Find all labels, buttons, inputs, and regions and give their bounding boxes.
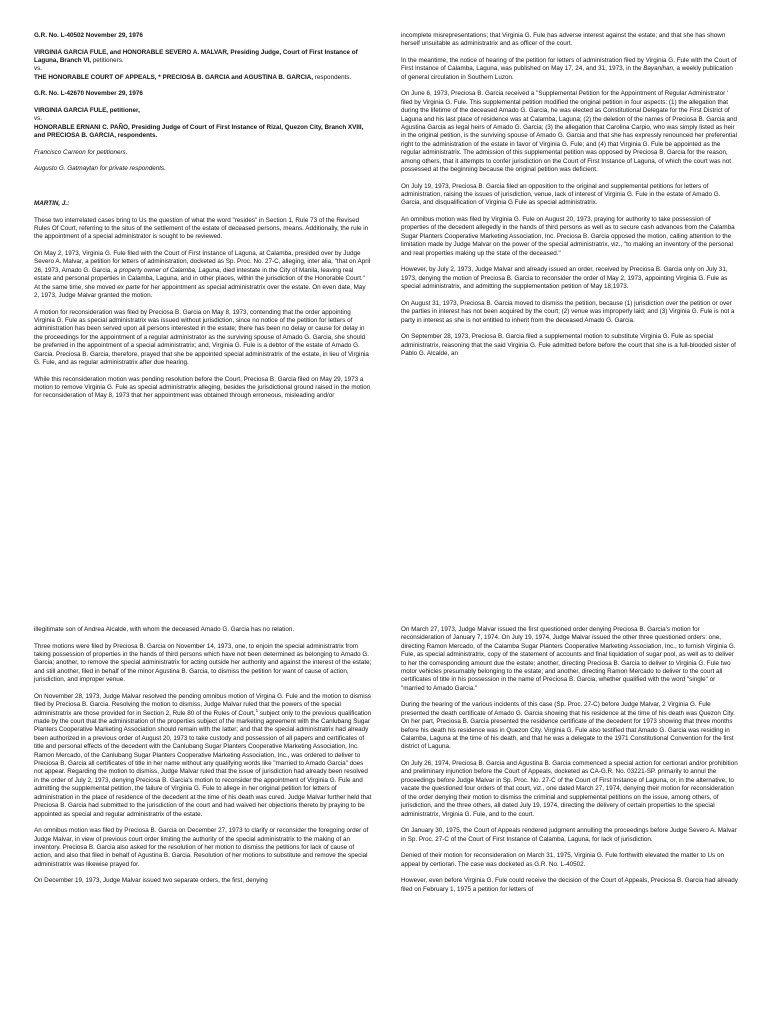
- paragraph: illegitimate son of Andrea Alcalde, with whom the deceased Amado G. Garcia has no relation.: [34, 626, 295, 633]
- paragraph: During the hearing of the various incidents of this case (Sp. Proc. 27-C) before Judge Malvar, 2 Virginia G. Fule presented the death certificate of Amado G. Garcia showing that his residence at the time of his death was Quezon City. On her part, Preciosa B. Garcia presented the residence certificate of the decedent for 1973 showing that three months before his death his residence was in Quezon City. Virginia G. Fule also testified that Amado G. Garcia was residing in Calamba, Laguna at the time of his death, and that he was a delegate to the 1971 Constitutional Convention for the first district of Laguna.: [401, 701, 735, 751]
- page-2-left-column: [34, 626, 372, 894]
- paragraph: On July 26, 1974, Preciosa B. Garcia and Agustina B. Garcia commenced a special action for certiorari and/or prohibition and preliminary injunction before the Court of Appeals, docketed as CA-G.R. No. 03221-SP. primarily to annul the proceedings before Judge Malvar in Sp. Proc. No. 27-C of the Court of First Instance of Laguna, or, in the alternative, to vacate the questioned four orders of that court, viz., one dated March 27, 1974, denying their motion for reconsideration of the order denying their motion to dismiss the criminal and supplemental petitions on the issue, among others, of jurisdiction, and the three others, all dated July 19, 1974, directing the delivery of certain properties to the special administratrix, Virginia G. Fule, and to the court.: [401, 760, 738, 818]
- ponente: MARTIN, J.:: [34, 200, 70, 207]
- paragraph: However, by July 2, 1973, Judge Malvar and already issued an order, received by Preciosa B. Garcia only on July 31, 1973, denying the motion of Preciosa B. Garcia to reconsider the order of May 2, 1973, appointing Virginia G. Fule as special administratrix, and admitting the supplementation petition of May 18,1973.: [401, 266, 728, 291]
- paragraph: A motion for reconsideration was filed by Preciosa B. Garcia on May 8, 1973, contending that the order appointing Virginia G. Fule as special administratrix was issued without jurisdiction, since no notice of the petition for letters of administration has been served upon all persons interested in the estate; there has been no delay or cause for delay in the proceedings for the appointment of a regular administrator as the surviving spouse of Amado G. Garcia, she should be preferred in the appointment of a special administratrix; and, Virginia G. Fule is a debtor of the estate of Amado G. Garcia. Preciosa B. Garcia, therefore, prayed that she be appointed special administratrix of the estate, in lieu of Virginia G. Fule, and as regular administratrix after due hearing.: [34, 308, 369, 367]
- case-parties-l40502: VIRGINIA GARCIA FULE, and HONORABLE SEVERO A. MALVAR, Presiding Judge, Court of First Instance of Laguna, Branch VI, petitioners. vs. THE HONORABLE COURT OF APPEALS, * PRECIOSA B. GARCIA and AGUSTINA B. GARCIA, respondents.: [34, 48, 358, 81]
- counsel-petitioners: Francisco Carreon for petitioners.: [34, 148, 128, 156]
- case-number-l40502: G.R. No. L-40502 November 29, 1976: [34, 32, 143, 39]
- paragraph: On May 2, 1973, Virginia G. Fule filed with the Court of First Instance of Laguna, at Calamba, presided over by Judge Severo A. Malvar, a petition for letters of administration, docketed as Sp. Proc. No. 27-C, alleging, inter alia, "that on April 26, 1973, Amado G. Garcia, a property owner of Calamba, Laguna, died intestate in the City of Manila, leaving real estate and personal properties in Calamba, Laguna, and in other places, within the jurisdiction of the Honorable Court." At the same time, she moved ex parte for her appointment as special administratrix over the estate. On even date, May 2, 1973, Judge Malvar granted the motion.: [34, 250, 371, 300]
- page-2: [0, 600, 768, 1024]
- page-1-right-column: [401, 32, 739, 367]
- paragraph: However, even before Virginia G. Fule could receive the decision of the Court of Appeals, Preciosa B. Garcia had already filed on February 1, 1975 a petition for letters of: [401, 877, 738, 893]
- counsel-respondents: Augusto G. Gatmaytan for private respondents.: [34, 165, 166, 173]
- case-number-l42670: G.R. No. L-42670 November 29, 1976: [34, 90, 143, 98]
- paragraph: On December 19, 1973, Judge Malvar issued two separate orders, the first, denying: [34, 877, 268, 885]
- paragraph: On July 19, 1973, Preciosa B. Garcia filed an opposition to the original and supplemental petitions for letters of administration, raising the issues of jurisdiction, venue, lack of interest of Virginia G. Fule in the estate of Amado G. Garcia, and disqualification of Virginia G Fule as special administratrix.: [401, 182, 721, 207]
- footnote-ref[interactable]: 1: [255, 707, 259, 713]
- case-parties-l42670: VIRGINIA GARCIA FULE, petitioner, vs. HONORABLE ERNANI C. PAÑO, Presiding Judge of Court of First Instance of Rizal, Quezon City, Branch XVIII, and PRECIOSA B. GARCIA, respondents.: [34, 107, 364, 140]
- paragraph: These two interrelated cases bring to Us the question of what the word "resides" in Section 1, Rule 73 of the Revised Rules Of Court, referring to the situs of the settlement of the estate of deceased persons, means. Additionally, the rule in the appointment of a special administrator is sought to be reviewed.: [34, 216, 369, 241]
- paragraph: On January 30, 1975, the Court of Appeals rendered judgment annulling the proceedings before Judge Severo A. Malvar in Sp. Proc. 27-C of the Court of First Instance of Calamba, Laguna, for lack of jurisdiction.: [401, 827, 737, 843]
- page-1-left-column: [34, 32, 372, 409]
- page-gap: [0, 512, 768, 600]
- paragraph: On June 6, 1973, Preciosa B. Garcia received a "Supplemental Petition for the Appointment of Regular Administrator ' filed by Virginia G. Fule. This supplemental petition modified the original petition in four aspects: (1) the allegation that during the lifetime of the deceased Amado G. Garcia, he was elected as Constitutional Delegate for the First District of Laguna and his last place of residence was at Calamba, Laguna; (2) the deletion of the names of Preciosa B. Garcia and Agustina Garcia as legal heirs of Amado G. Garcia; (3) the allegation that Carolina Carpio, who was simply listed as heir in the original petition, is the surviving spouse of Amado G. Garcia and that she has expressly renounced her preferential right to the administration of the estate in favor of Virginia G. Fule; and (4) that Virginia G. Fule be appointed as the regular administratrix. The admission of this supplemental petition was opposed by Preciosa B. Garcia for the reason, among others, that it attempts to confer jurisdiction on the Court of First Instance of Laguna, of which the court was not possessed at the beginning because the original petition was deficient.: [401, 90, 738, 174]
- paragraph: On November 28, 1973, Judge Malvar resolved the pending omnibus motion of Virgina G. Fule and the motion to dismiss filed by Preciosa B. Garcia. Resolving the motion to dismiss, Judge Malvar ruled that the powers of the special administratrix are those provided for in Section 2, Rule 80 of the Rules of Court,$^1$ subject only to the previous qualification made by the court that the administration of the properties subject of the marketing agreement with the Canlubang Sugar Planters Cooperative Marketing Association should remain with the latter; and that the special administratrix had already been authorized in a previous order of August 20, 1973 to take custody and possession of all papers and certificates of title and personal effects of the decedent with the Canlubang Sugar Planters Cooperative Marketing Association, Inc. Ramon Mercado, of the Canlubang Sugar Planters Cooperative Marketing Association, Inc., was ordered to deliver to Preciosa B. Garcia all certificates of title in her name without any qualifying words like "married to Amado Garcia" does not appear. Regarding the motion to dismiss, Judge Malvar ruled that the issue of jurisdiction had already been resolved in the order of July 2, 1973, denying Preciosa B. Garcia's motion to reconsider the appointment of Virginia G. Fule and admitting the supplemental petition, the failure of Virginia G. Fule to allege in her original petition for letters of administration in the place of residence of the decedent at the time of his death was cured. Judge Malvar further held that Preciosa B. Garcia had submitted to the jurisdiction of the court and had waived her objections thereto by praying to be appointed as special and regular administratrix of the estate.: [34, 692, 372, 818]
- paragraph: Three motions were filed by Preciosa B. Garcia on November 14, 1973, one, to enjoin the special administratrix from taking possession of properties in the hands of third persons which have not been determined as belonging to Amado G. Garcia; another, to remove the special administratrix for acting outside her authority and against the interest of the estate; and still another, filed in behalf of the minor Agustina B. Garcia, to dismiss the petition for want of cause of action, jurisdiction, and improper venue.: [34, 642, 372, 684]
- paragraph: On August 31, 1973, Preciosa B. Garcia moved to dismiss the petition, because (1) jurisdiction over the petition or over the parties in interest has not been acquired by the court; (2) venue was improperly laid; and (3) Virginia G. Fule is not a party in interest as she is not entitled to inherit from the deceased Amado G. Garcia.: [401, 299, 735, 324]
- paragraph: An omnibus motion was filed by Preciosa B. Garcia on December 27, 1973 to clarify or reconsider the foregoing order of Judge Malvar, in view of previous court order limiting the authority of the special administratrix to the making of an inventory. Preciosa B. Garcia also asked for the resolution of her motion to dismiss the petitions for lack of cause of action, and also that filed in behalf of Agustina B. Garcia. Resolution of her motions to substitute and remove the special administratrix was likewise prayed for.: [34, 827, 369, 868]
- paragraph: An omnibus motion was filed by Virginia G. Fule on August 20, 1973, praying for authority to take possession of properties of the decedent allegedly in the hands of third persons as well as to secure cash advances from the Calamba Sugar Planters Cooperative Marketing Association, Inc. Preciosa B. Garcia opposed the motion, calling attention to the limitation made by Judge Malvar on the power of the special administratrix, viz., "to making an inventory of the personal and real properties making up the state of the deceased.": [401, 216, 735, 257]
- paragraph: On March 27, 1973, Judge Malvar issued the first questioned order denying Preciosa B. Garcia's motion for reconsideration of January 7, 1974. On July 19, 1974, Judge Malvar issued the other three questioned orders: one, directing Ramon Mercado, of the Calamba Sugar Planters Cooperative Marketing Association, Inc., to furnish Virginia G. Fule, as special administratrix, copy of the statement of accounts and final liquidation of sugar pool, as well as to deliver to her the corresponding amount due the estate; another, directing Preciosa B. Garcia to deliver to Virginia G. Fule two motor vehicles presumably belonging to the estate; and another, directing Ramon Mercado to deliver to the court all certificates of title in his possession in the name of Preciosa B. Garcia, whether qualified with the word "single" or "married to Amado Garcia.": [401, 626, 736, 692]
- paragraph: While this reconsideration motion was pending resolution before the Court, Preciosa B. Garcia filed on May 29, 1973 a motion to remove Virginia G. Fule as special administratrix alleging, besides the jurisdictional ground raised in the motion for reconsideration of May 8, 1973 that her appointment was obtained through erroneous, misleading and/or: [34, 375, 371, 400]
- paragraph: On September 28, 1973, Preciosa B. Garcia filed a supplemental motion to substitute Virginia G. Fule as special administratrix, reasoning that the said Virginia G. Fule admitted before before the court that she is a full-blooded sister of Pablo G. Alcalde, an: [401, 333, 736, 357]
- paragraph: In the meantime, the notice of hearing of the petition for letters of administration filed by Virginia G. Fule with the Court of First Instance of Calamba, Laguna, was published on May 17, 24, and 31, 1973, in the Bayanihan, a weekly publication of general circulation in Southern Luzon.: [401, 57, 737, 81]
- paragraph: Denied of their motion for reconsideration on March 31, 1975, Virginia G. Fule forthwith elevated the matter to Us on appeal by certiorari. The case was docketed as G.R. No. L-40502.: [401, 852, 724, 868]
- page-2-right-column: [401, 626, 739, 902]
- paragraph: incomplete misrepresentations; that Virginia G. Fule has adverse interest against the estate; and that she has shown herself unsuitable as administratrix and as officer of the court.: [401, 32, 726, 48]
